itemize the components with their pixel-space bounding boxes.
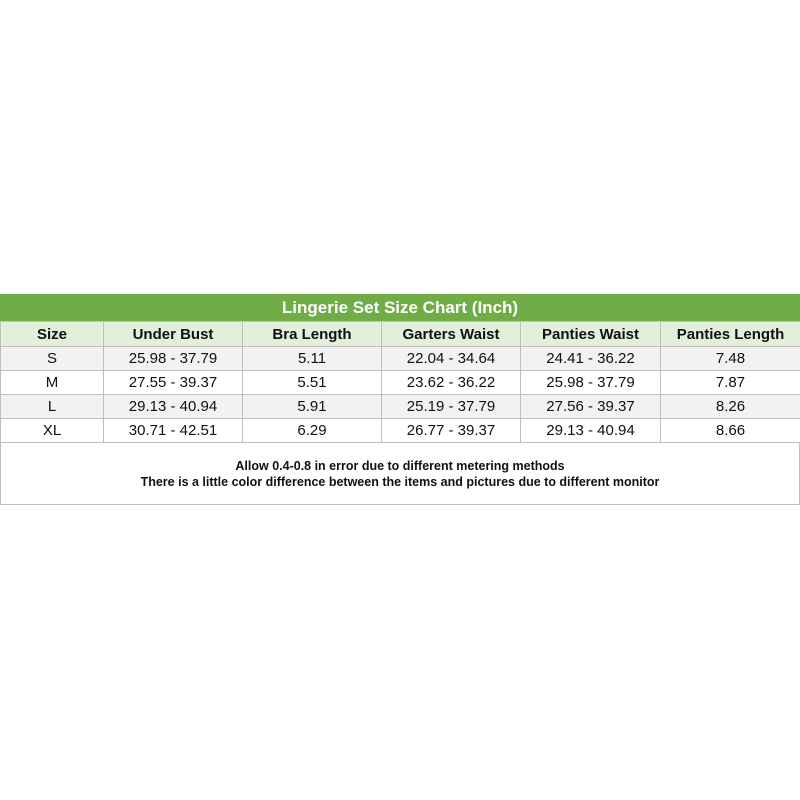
table-row xyxy=(1,419,800,443)
cell-under-bust: 25.98 - 37.79 xyxy=(104,347,243,371)
cell-size: S xyxy=(1,347,104,371)
cell-size: M xyxy=(1,371,104,395)
cell-panties-length: 8.66 xyxy=(661,419,800,443)
cell-under-bust: 29.13 - 40.94 xyxy=(104,395,243,419)
table-row xyxy=(1,395,800,419)
cell-panties-length: 7.87 xyxy=(661,371,800,395)
cell-bra-length: 5.51 xyxy=(243,371,382,395)
size-table xyxy=(0,321,800,443)
header-bra-length: Bra Length xyxy=(243,322,382,347)
cell-bra-length: 6.29 xyxy=(243,419,382,443)
cell-panties-length: 8.26 xyxy=(661,395,800,419)
cell-bra-length: 5.91 xyxy=(243,395,382,419)
header-garters-waist: Garters Waist xyxy=(382,322,521,347)
cell-size: XL xyxy=(1,419,104,443)
header-under-bust: Under Bust xyxy=(104,322,243,347)
chart-title: Lingerie Set Size Chart (Inch) xyxy=(0,294,800,321)
cell-under-bust: 27.55 - 39.37 xyxy=(104,371,243,395)
notes-box xyxy=(0,443,800,505)
table-row xyxy=(1,371,800,395)
cell-bra-length: 5.11 xyxy=(243,347,382,371)
cell-size: L xyxy=(1,395,104,419)
cell-garters-waist: 22.04 - 34.64 xyxy=(382,347,521,371)
header-size: Size xyxy=(1,322,104,347)
cell-panties-waist: 24.41 - 36.22 xyxy=(521,347,661,371)
cell-garters-waist: 25.19 - 37.79 xyxy=(382,395,521,419)
note-metering-error: Allow 0.4-0.8 in error due to different metering methods xyxy=(235,458,565,473)
size-chart xyxy=(0,294,800,505)
header-panties-length: Panties Length xyxy=(661,322,800,347)
header-panties-waist: Panties Waist xyxy=(521,322,661,347)
header-row xyxy=(1,322,800,347)
table-row xyxy=(1,347,800,371)
cell-under-bust: 30.71 - 42.51 xyxy=(104,419,243,443)
note-color-difference: There is a little color difference between the items and pictures due to different monitor xyxy=(140,474,660,489)
cell-garters-waist: 23.62 - 36.22 xyxy=(382,371,521,395)
cell-garters-waist: 26.77 - 39.37 xyxy=(382,419,521,443)
cell-panties-waist: 25.98 - 37.79 xyxy=(521,371,661,395)
cell-panties-waist: 27.56 - 39.37 xyxy=(521,395,661,419)
cell-panties-waist: 29.13 - 40.94 xyxy=(521,419,661,443)
cell-panties-length: 7.48 xyxy=(661,347,800,371)
